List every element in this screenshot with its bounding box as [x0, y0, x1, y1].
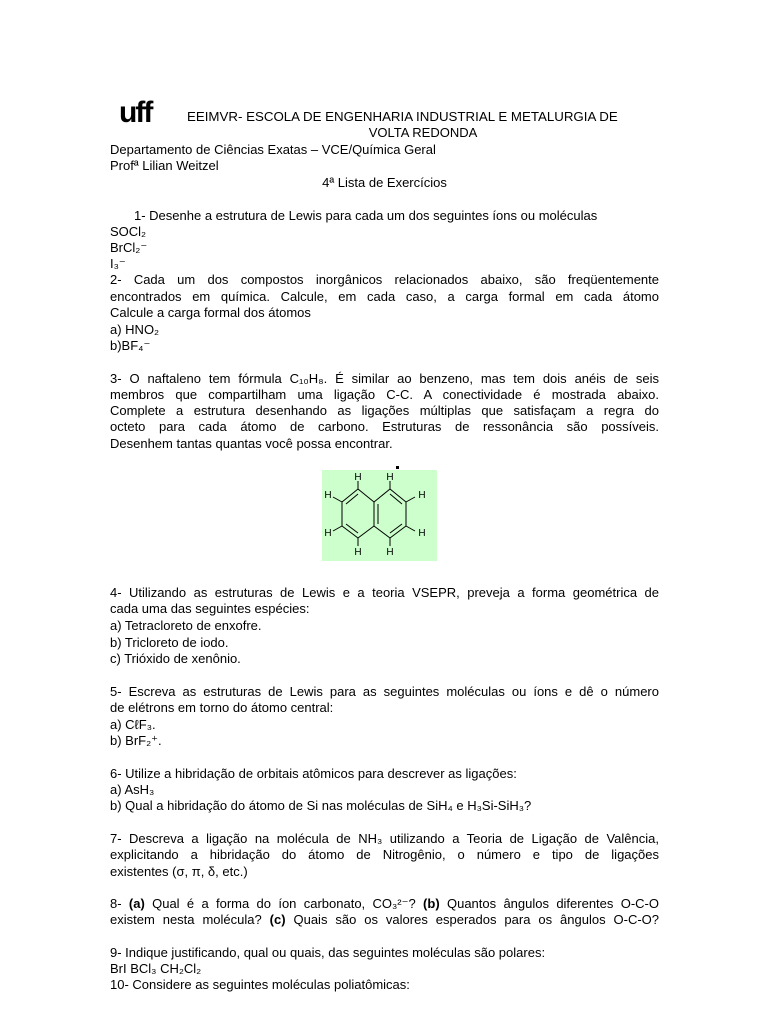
q8-l2-pre: existem nesta molécula? — [110, 912, 270, 927]
q1-text: 1- Desenhe a estrutura de Lewis para cada um dos seguintes íons ou moléculas — [134, 208, 598, 223]
q5-item-b: b) BrF₂⁺. — [110, 733, 162, 748]
q1-item-c: I₃⁻ — [110, 256, 126, 271]
q3-line3: Complete a estrutura desenhando as ligações múltiplas que satisfaçam a regra do — [110, 403, 659, 418]
q8-label-b: (b) — [423, 896, 440, 911]
q7-line3: existentes (σ, π, δ, etc.) — [110, 864, 248, 879]
atom-h-4: H — [418, 490, 426, 501]
q8-line2 — [110, 912, 659, 928]
q8-line1 — [110, 896, 659, 912]
q8-l1-pre: 8- — [110, 896, 129, 911]
q3-line1: 3- O naftaleno tem fórmula C₁₀H₈. É similar ao benzeno, mas tem dois anéis de seis — [110, 371, 659, 386]
atom-h-7: H — [354, 547, 362, 558]
atom-h-2: H — [386, 472, 394, 483]
naphthalene-figure — [322, 470, 437, 561]
department-line: Departamento de Ciências Exatas – VCE/Química Geral — [110, 142, 436, 157]
q2-item-b: b)BF₄⁻ — [110, 338, 151, 353]
professor-line: Profª Lilian Weitzel — [110, 158, 219, 173]
uff-logo-text: uff — [119, 98, 152, 124]
header-institution-line2: VOLTA REDONDA — [368, 125, 478, 140]
atom-h-8: H — [386, 547, 394, 558]
q8-label-c: (c) — [269, 912, 286, 927]
atom-h-3: H — [324, 490, 332, 501]
q4-item-b: b) Tricloreto de iodo. — [110, 635, 229, 650]
q8-label-a: (a) — [128, 896, 145, 911]
q2-line3: Calcule a carga formal dos átomos — [110, 305, 311, 320]
header-institution-line1: EEIMVR- ESCOLA DE ENGENHARIA INDUSTRIAL E METALURGIA DE — [187, 109, 618, 124]
q8-l1-end: Quantos ângulos diferentes O-C-O — [439, 896, 659, 911]
figure-dot — [396, 466, 399, 469]
q5-item-a: a) CℓF₃. — [110, 717, 156, 732]
uff-logo — [119, 98, 183, 124]
q9-line2: BrI BCl₃ CH₂Cl₂ — [110, 961, 202, 976]
q8-l2-end: Quais são os valores esperados para os ângulos O-C-O? — [285, 912, 660, 927]
q3-line5: Desenhem tantas quantas você possa encontrar. — [110, 436, 393, 451]
q3-line4: octeto para cada átomo de carbono. Estruturas de ressonância são possíveis. — [110, 419, 659, 434]
q2-item-a: a) HNO₂ — [110, 322, 160, 337]
q5-line2: de elétrons em torno do átomo central: — [110, 700, 334, 715]
q7-line2: explicitando a hibridação do átomo de Nitrogênio, o número e tipo de ligações — [110, 847, 659, 862]
q10-line1: 10- Considere as seguintes moléculas poliatômicas: — [110, 977, 410, 992]
q7-line1: 7- Descreva a ligação na molécula de NH₃ utilizando a Teoria de Ligação de Valência, — [110, 831, 659, 846]
q6-item-b: b) Qual a hibridação do átomo de Si nas moléculas de SiH₄ e H₃Si-SiH₃? — [110, 798, 532, 813]
q6-item-a: a) AsH₃ — [110, 782, 155, 797]
q9-line1: 9- Indique justificando, qual ou quais, das seguintes moléculas são polares: — [110, 945, 546, 960]
q6-line1: 6- Utilize a hibridação de orbitais atômicos para descrever as ligações: — [110, 766, 517, 781]
q4-line1: 4- Utilizando as estruturas de Lewis e a teoria VSEPR, preveja a forma geométrica de — [110, 585, 659, 600]
list-title: 4ª Lista de Exercícios — [322, 175, 447, 190]
naphthalene-structure — [322, 470, 437, 561]
q1-item-a: SOCl₂ — [110, 224, 147, 239]
q2-line2: encontrados em química. Calcule, em cada caso, a carga formal em cada átomo — [110, 289, 659, 304]
q4-line2: cada uma das seguintes espécies: — [110, 601, 310, 616]
q4-item-c: c) Trióxido de xenônio. — [110, 651, 241, 666]
q1-item-b: BrCl₂⁻ — [110, 240, 148, 255]
q2-line1: 2- Cada um dos compostos inorgânicos relacionados abaixo, são freqüentemente — [110, 272, 659, 287]
q5-line1: 5- Escreva as estruturas de Lewis para as seguintes moléculas ou íons e dê o número — [110, 684, 659, 699]
atom-h-1: H — [354, 472, 362, 483]
q4-item-a: a) Tetracloreto de enxofre. — [110, 618, 262, 633]
atom-h-5: H — [324, 528, 332, 539]
atom-h-6: H — [418, 528, 426, 539]
q8-l1-mid: Qual é a forma do íon carbonato, CO₃²⁻? — [144, 896, 424, 911]
q3-line2: membros que compartilham uma ligação C-C. A conectividade é mostrada abaixo. — [110, 387, 659, 402]
